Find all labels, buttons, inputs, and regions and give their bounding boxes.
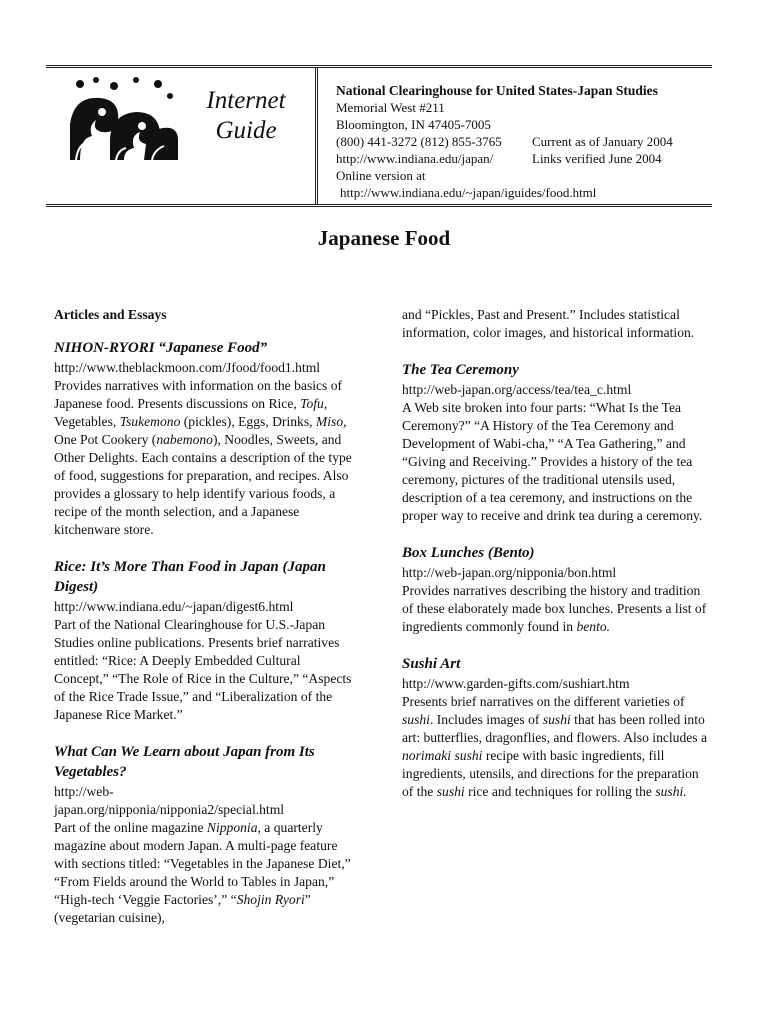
italic-term: sushi [542, 712, 571, 727]
entry-title: Sushi Art [402, 656, 461, 672]
entry-description: A Web site broken into four parts: “What Is the Tea Ceremony?” “A History of the Tea Ceremony and Development of Wabi-cha,” “A Tea Gathering,” and “Giving and Receiving.” Provides a history of the tea ceremony, pictures of the traditional utensils used, description of a tea ceremony, and instructions on the proper way to receive and drink tea during a ceremony. [402, 400, 703, 523]
italic-term: Nipponia, [206, 820, 261, 835]
online-version-label: Online version at [336, 168, 426, 183]
entry-title: The Tea Ceremony [402, 362, 519, 378]
links-verified: Links verified June 2004 [532, 151, 662, 166]
entry-url[interactable]: http://www.theblackmoon.com/Jfood/food1.html [54, 360, 321, 375]
right-column [402, 306, 712, 819]
entry-description: and “Pickles, Past and Present.” Includes statistical information, color images, and historical information. [402, 307, 695, 340]
entry-description: Part of the National Clearinghouse for U.S.-Japan Studies online publications. Presents brief narratives entitled: “Rice: A Deeply Embedded Cultural Concept,” “The Role of Rice in the Culture,” “Aspects of the Rice Trade Issue,” and “Liberalization of the Japanese Rice Market.” [54, 617, 352, 722]
entry-description: Part of the online magazine Nipponia, a quarterly magazine about modern Japan. A multi-page feature with sections titled: “Vegetables in the Japanese Diet,” “From Fields around the World to Tables in Japan,” “High-tech ‘Veggie Factories’,” “Shojin Ryori” (vegetarian cuisine), [54, 820, 351, 925]
italic-term: Tofu [300, 396, 324, 411]
entry-url[interactable]: http://www.indiana.edu/~japan/digest6.html [54, 599, 294, 614]
guide-title [186, 86, 306, 146]
section-heading: Articles and Essays [54, 307, 167, 322]
organization-name: National Clearinghouse for United States-Japan Studies [336, 83, 658, 98]
entry-title: Box Lunches (Bento) [402, 545, 535, 561]
italic-term: Miso, [315, 414, 347, 429]
entry-vegetables-continued [402, 306, 712, 342]
entry-sushi-art [402, 654, 712, 801]
entry-description: Provides narratives with information on the basics of Japanese food. Presents discussions on Rice, Tofu, Vegetables, Tsukemono (pickles), Eggs, Drinks, Miso, One Pot Cookery (nabemono), Noodles, Sweets, and Other Delights. Each contains a description of the type of food, suggestions for preparation, and recipes. Also provides a glossary to help identify various foods, a recipe of the month selection, and a Japanese kitchenware store. [54, 378, 352, 537]
online-version-url[interactable]: http://www.indiana.edu/~japan/iguides/food.html [340, 185, 597, 200]
header-logo-panel [46, 68, 318, 204]
document-header [46, 65, 712, 207]
entry-url[interactable]: http://web-japan.org/nipponia/bon.html [402, 565, 617, 580]
phone-row [336, 133, 706, 150]
guide-title-line1: Internet [206, 87, 286, 114]
italic-term: norimaki sushi [402, 748, 483, 763]
entry-description: Presents brief narratives on the different varieties of sushi. Includes images of sushi that has been rolled into art: butterflies, dragonflies, and flowers. Also includes a norimaki sushi recipe with basic ingredients, fill ingredients, utensils, and directions for the preparation of the sushi rice and techniques for rolling the sushi. [402, 694, 708, 799]
website-link[interactable]: http://www.indiana.edu/japan/ [336, 151, 494, 166]
address-line-2: Bloomington, IN 47405-7005 [336, 117, 491, 132]
website-row [336, 150, 706, 167]
entry-url[interactable]: http://www.garden-gifts.com/sushiart.htm [402, 676, 630, 691]
current-as-of: Current as of January 2004 [532, 134, 673, 149]
entry-title: Rice: It’s More Than Food in Japan (Japan Digest) [54, 559, 326, 595]
entry-title: NIHON-RYORI “Japanese Food” [54, 340, 268, 356]
italic-term: sushi [402, 712, 430, 727]
entry-nihon-ryori [54, 338, 354, 539]
entry-tea-ceremony [402, 360, 712, 525]
address-line-1: Memorial West #211 [336, 100, 445, 115]
entry-title: What Can We Learn about Japan from Its Vegetables? [54, 744, 315, 780]
italic-term: bento. [576, 619, 611, 634]
wave-logo-icon [66, 74, 178, 160]
entry-url[interactable]: http://web-japan.org/nipponia/nipponia2/special.html [54, 784, 285, 817]
left-column [54, 306, 354, 945]
guide-title-line2: Guide [215, 117, 277, 144]
italic-term: nabemono [156, 432, 213, 447]
entry-description: Provides narratives describing the history and tradition of these elaborately made box lunches. Presents a list of ingredients commonly found in bento. [402, 583, 707, 634]
italic-term: sushi [436, 784, 465, 799]
italic-term: sushi. [655, 784, 687, 799]
phone-numbers: (800) 441-3272 (812) 855-3765 [336, 134, 502, 149]
entry-rice [54, 557, 354, 724]
entry-vegetables [54, 742, 354, 927]
header-contact-info [336, 82, 706, 201]
entry-bento [402, 543, 712, 636]
entry-url[interactable]: http://web-japan.org/access/tea/tea_c.html [402, 382, 632, 397]
page-title: Japanese Food [317, 226, 451, 250]
italic-term: Shojin Ryori [236, 892, 305, 907]
italic-term: Tsukemono [119, 414, 181, 429]
